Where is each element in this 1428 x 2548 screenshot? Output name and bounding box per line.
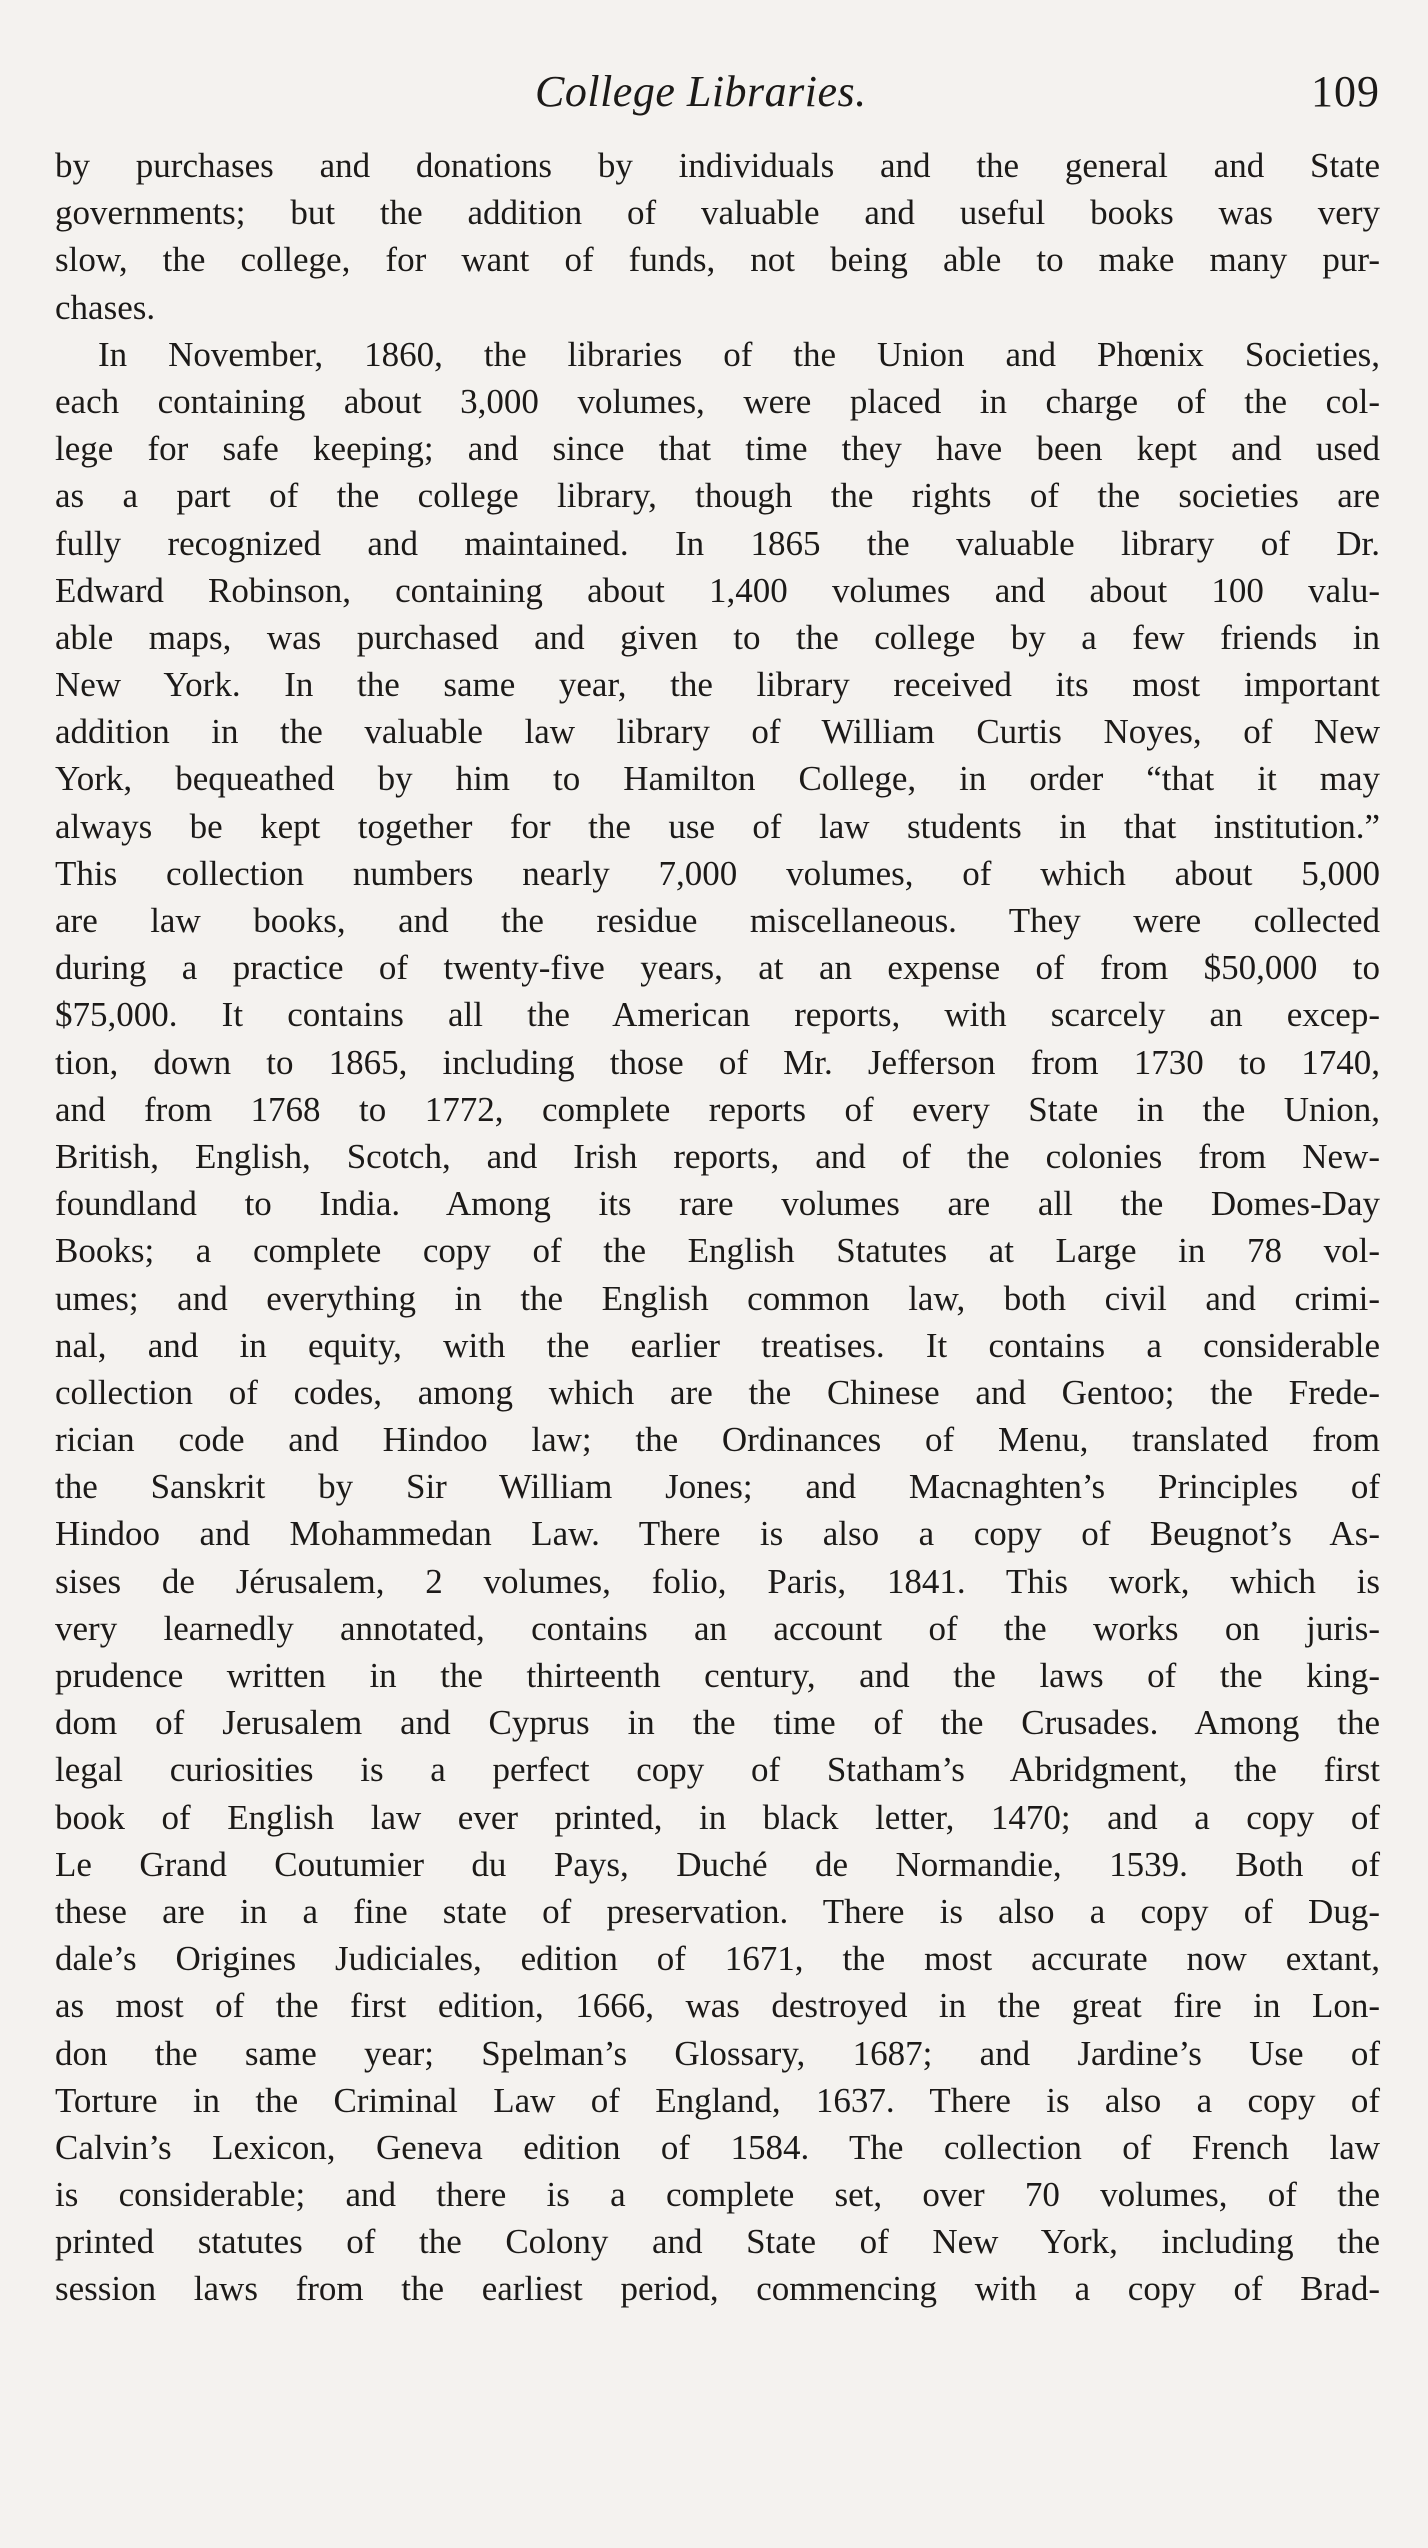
text-line: collection of codes, among which are the Chinese and Gentoo; the Frede- bbox=[55, 1372, 1380, 1412]
text-line: addition in the valuable law library of William Curtis Noyes, of New bbox=[55, 712, 1380, 752]
text-line: are law books, and the residue miscellaneous. They were collected bbox=[55, 901, 1380, 940]
text-line: slow, the college, for want of funds, not being able to make many pur- bbox=[55, 240, 1380, 280]
text-line: In November, 1860, the libraries of the Union and Phœnix Societies, bbox=[98, 334, 1380, 374]
page-number: 109 bbox=[1311, 67, 1380, 116]
text-line: rician code and Hindoo law; the Ordinances of Menu, translated from bbox=[55, 1420, 1380, 1460]
text-line: nal, and in equity, with the earlier treatises. It contains a considerable bbox=[55, 1325, 1380, 1365]
text-line: Books; a complete copy of the English Statutes at Large in 78 vol- bbox=[55, 1231, 1380, 1271]
text-line: printed statutes of the Colony and State of New York, including the bbox=[55, 2222, 1380, 2262]
text-line: always be kept together for the use of law students in that institution.” bbox=[55, 806, 1380, 846]
running-head: College Libraries. bbox=[535, 67, 867, 116]
text-line: New York. In the same year, the library received its most important bbox=[55, 665, 1380, 705]
text-line: foundland to India. Among its rare volumes are all the Domes-Day bbox=[55, 1184, 1380, 1224]
text-line: governments; but the addition of valuable and useful books was very bbox=[55, 193, 1380, 233]
text-line: This collection numbers nearly 7,000 volumes, of which about 5,000 bbox=[55, 853, 1380, 893]
text-line: legal curiosities is a perfect copy of Statham’s Abridgment, the first bbox=[55, 1750, 1380, 1790]
text-line: prudence written in the thirteenth century, and the laws of the king- bbox=[55, 1656, 1380, 1695]
text-line: and from 1768 to 1772, complete reports of every State in the Union, bbox=[55, 1089, 1380, 1129]
text-line: dale’s Origines Judiciales, edition of 1671, the most accurate now extant, bbox=[55, 1939, 1380, 1979]
text-line: Hindoo and Mohammedan Law. There is also a copy of Beugnot’s As- bbox=[55, 1514, 1380, 1554]
text-line: chases. bbox=[55, 287, 156, 327]
text-line: tion, down to 1865, including those of Mr. Jefferson from 1730 to 1740, bbox=[55, 1042, 1380, 1082]
text-line: sises de Jérusalem, 2 volumes, folio, Paris, 1841. This work, which is bbox=[55, 1561, 1380, 1601]
text-line: as most of the first edition, 1666, was destroyed in the great fire in Lon- bbox=[55, 1986, 1380, 2026]
text-line: dom of Jerusalem and Cyprus in the time of the Crusades. Among the bbox=[55, 1703, 1380, 1743]
text-line: very learnedly annotated, contains an account of the works on juris- bbox=[55, 1608, 1380, 1648]
text-line: Edward Robinson, containing about 1,400 volumes and about 100 valu- bbox=[55, 570, 1380, 610]
text-line: session laws from the earliest period, commencing with a copy of Brad- bbox=[55, 2269, 1380, 2309]
text-line: York, bequeathed by him to Hamilton College, in order “that it may bbox=[55, 759, 1380, 799]
text-line: British, English, Scotch, and Irish reports, and of the colonies from New- bbox=[55, 1136, 1380, 1176]
text-line: Calvin’s Lexicon, Geneva edition of 1584. The collection of French law bbox=[55, 2127, 1380, 2167]
text-line: Le Grand Coutumier du Pays, Duché de Normandie, 1539. Both of bbox=[55, 1844, 1380, 1884]
text-line: umes; and everything in the English common law, both civil and crimi- bbox=[55, 1278, 1380, 1318]
text-line: don the same year; Spelman’s Glossary, 1687; and Jardine’s Use of bbox=[55, 2033, 1380, 2073]
text-line: able maps, was purchased and given to the college by a few friends in bbox=[55, 617, 1380, 657]
text-line: Torture in the Criminal Law of England, 1637. There is also a copy of bbox=[55, 2080, 1380, 2120]
text-line: fully recognized and maintained. In 1865 the valuable library of Dr. bbox=[55, 523, 1380, 563]
text-line: these are in a fine state of preservation. There is also a copy of Dug- bbox=[55, 1891, 1380, 1931]
text-line: $75,000. It contains all the American reports, with scarcely an excep- bbox=[55, 995, 1380, 1035]
text-line: during a practice of twenty-five years, at an expense of from $50,000 to bbox=[55, 948, 1380, 988]
text-line: each containing about 3,000 volumes, were placed in charge of the col- bbox=[55, 381, 1380, 421]
text-line: the Sanskrit by Sir William Jones; and Macnaghten’s Principles of bbox=[55, 1467, 1380, 1507]
text-line: lege for safe keeping; and since that time they have been kept and used bbox=[55, 429, 1380, 469]
page-header bbox=[55, 66, 1380, 126]
body-text bbox=[55, 142, 1380, 2313]
text-line: is considerable; and there is a complete set, over 70 volumes, of the bbox=[55, 2175, 1380, 2215]
text-line: by purchases and donations by individuals and the general and State bbox=[55, 146, 1380, 185]
text-line: as a part of the college library, though the rights of the societies are bbox=[55, 476, 1380, 516]
text-line: book of English law ever printed, in black letter, 1470; and a copy of bbox=[55, 1797, 1380, 1837]
